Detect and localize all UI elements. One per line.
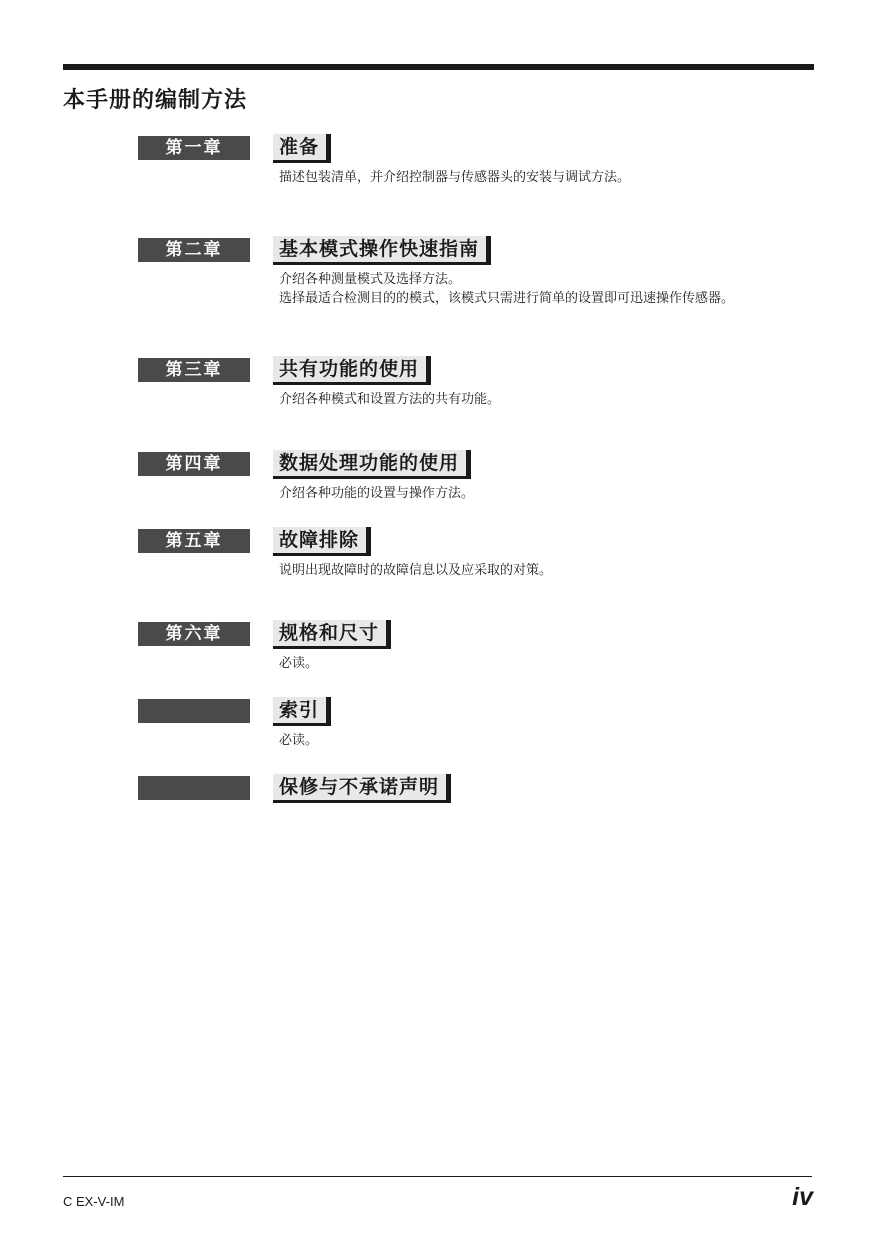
description-line: 必读。 (279, 656, 319, 671)
chapter-description (279, 731, 318, 750)
chapter-heading: 规格和尺寸 (273, 620, 391, 649)
chapter-label: 第三章 (138, 358, 250, 382)
description-line: 介绍各种功能的设置与操作方法。 (279, 486, 475, 501)
chapter-label: 第二章 (138, 238, 250, 262)
chapter-description (279, 168, 630, 187)
chapter-label: 第五章 (138, 529, 250, 553)
chapter-heading: 数据处理功能的使用 (273, 450, 471, 479)
description-line: 说明出现故障时的故障信息以及应采取的对策。 (279, 563, 553, 578)
chapter-description (279, 484, 474, 503)
chapter-label: 第四章 (138, 452, 250, 476)
footer-rule (63, 1176, 812, 1177)
top-rule (63, 64, 814, 70)
page-number: iv (792, 1183, 813, 1211)
chapter-heading: 索引 (273, 697, 331, 726)
description-line: 描述包装清单，并介绍控制器与传感器头的安装与调试方法。 (279, 170, 631, 185)
document-code: C EX-V-IM (63, 1194, 125, 1209)
chapter-heading: 准备 (273, 134, 331, 163)
chapter-description (279, 390, 500, 409)
chapter-heading: 保修与不承诺声明 (273, 774, 451, 803)
chapter-label (138, 776, 250, 800)
chapter-label (138, 699, 250, 723)
description-line: 选择最适合检测目的的模式，该模式只需进行简单的设置即可迅速操作传感器。 (279, 291, 735, 306)
description-line: 介绍各种测量模式及选择方法。 (279, 272, 462, 287)
description-line: 必读。 (279, 733, 319, 748)
chapter-heading: 共有功能的使用 (273, 356, 431, 385)
page-title: 本手册的编制方法 (63, 88, 248, 113)
chapter-description (279, 561, 552, 580)
chapter-label: 第一章 (138, 136, 250, 160)
chapter-description (279, 270, 734, 308)
description-line: 介绍各种模式和设置方法的共有功能。 (279, 392, 501, 407)
chapter-heading: 故障排除 (273, 527, 371, 556)
chapter-heading: 基本模式操作快速指南 (273, 236, 491, 265)
chapter-description (279, 654, 318, 673)
chapter-label: 第六章 (138, 622, 250, 646)
